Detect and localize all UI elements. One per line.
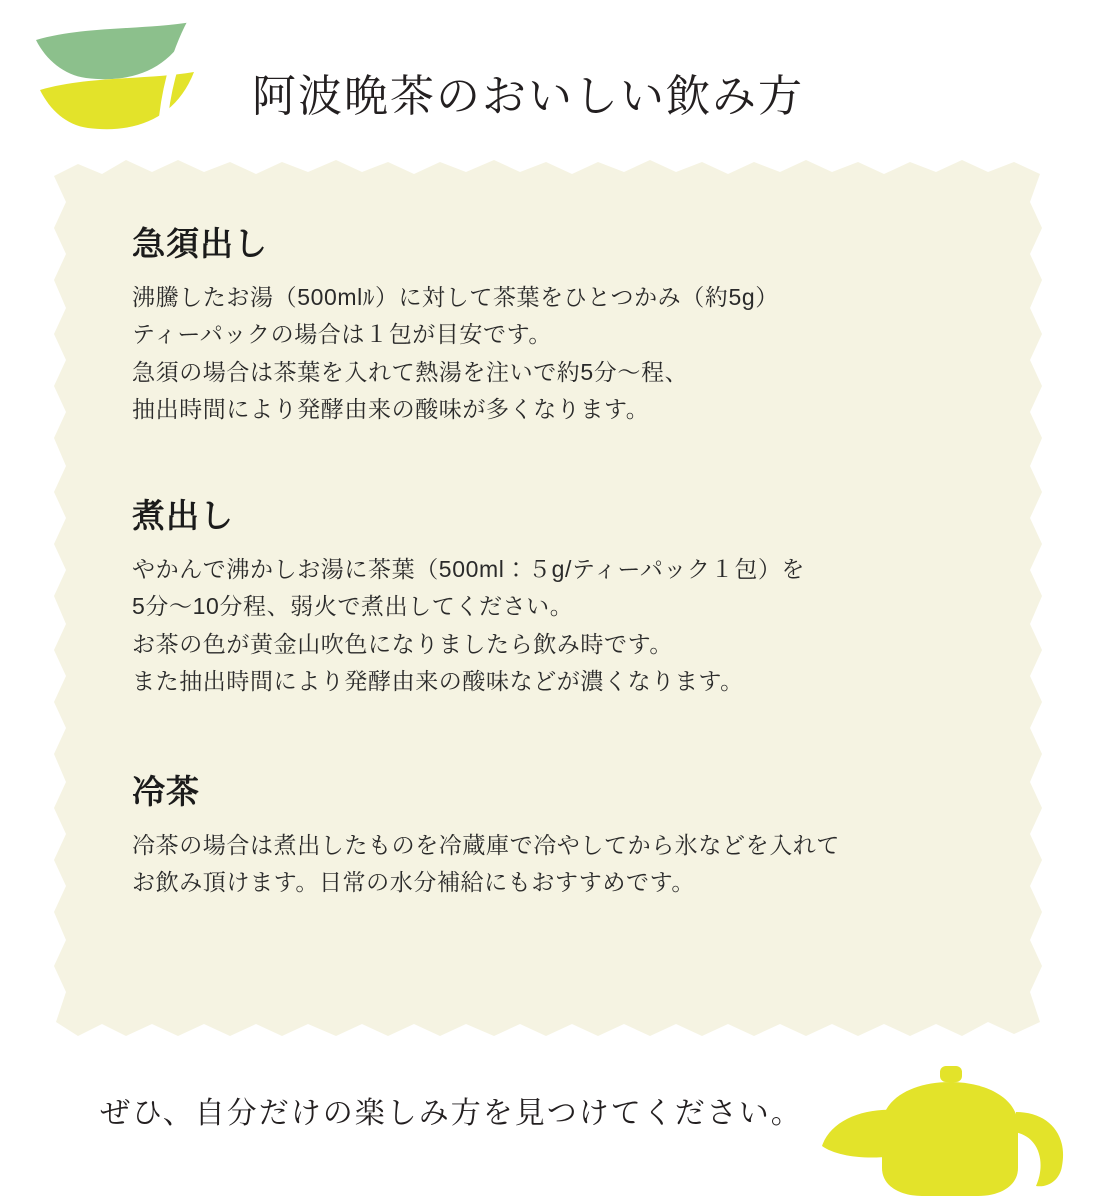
- section-line: お飲み頂けます。日常の水分補給にもおすすめです。: [132, 869, 695, 896]
- section-line: 抽出時間により発酵由来の酸味が多くなります。: [132, 395, 650, 422]
- page-title: 阿波晩茶のおいしい飲み方: [252, 72, 804, 121]
- tea-leaf-icon: [24, 18, 214, 138]
- teapot-icon: [810, 1060, 1080, 1200]
- instructions-panel: [48, 150, 1048, 1050]
- section-line: ティーパックの場合は１包が目安です。: [132, 321, 552, 348]
- page-header: [0, 0, 1100, 150]
- section-heading: 煮出し: [132, 497, 234, 534]
- page-footer: [0, 1060, 1100, 1200]
- panel-content: [132, 218, 972, 902]
- section-line: やかんで沸かしお湯に茶葉（500ml：５g/ティーパック１包）を: [132, 556, 806, 582]
- section-line: また抽出時間により発酵由来の酸味などが濃くなります。: [132, 667, 744, 694]
- section-heading: 急須出し: [132, 225, 268, 262]
- section-line: 沸騰したお湯（500mlﾙ）に対して茶葉をひとつかみ（約5g）: [132, 284, 779, 310]
- section-line: 急須の場合は茶葉を入れて熱湯を注いで約5分〜程、: [132, 358, 689, 385]
- section-nidashi: [132, 490, 972, 700]
- section-line: 冷茶の場合は煮出したものを冷蔵庫で冷やしてから氷などを入れて: [132, 832, 840, 858]
- section-line: お茶の色が黄金山吹色になりましたら飲み時です。: [132, 630, 673, 657]
- section-line: 5分〜10分程、弱火で煮出してください。: [132, 593, 574, 620]
- section-heading: 冷茶: [132, 773, 200, 810]
- footer-message: ぜひ、自分だけの楽しみ方を見つけてください。: [100, 1097, 803, 1130]
- section-kyusu: [132, 218, 972, 428]
- section-reicha: [132, 766, 972, 902]
